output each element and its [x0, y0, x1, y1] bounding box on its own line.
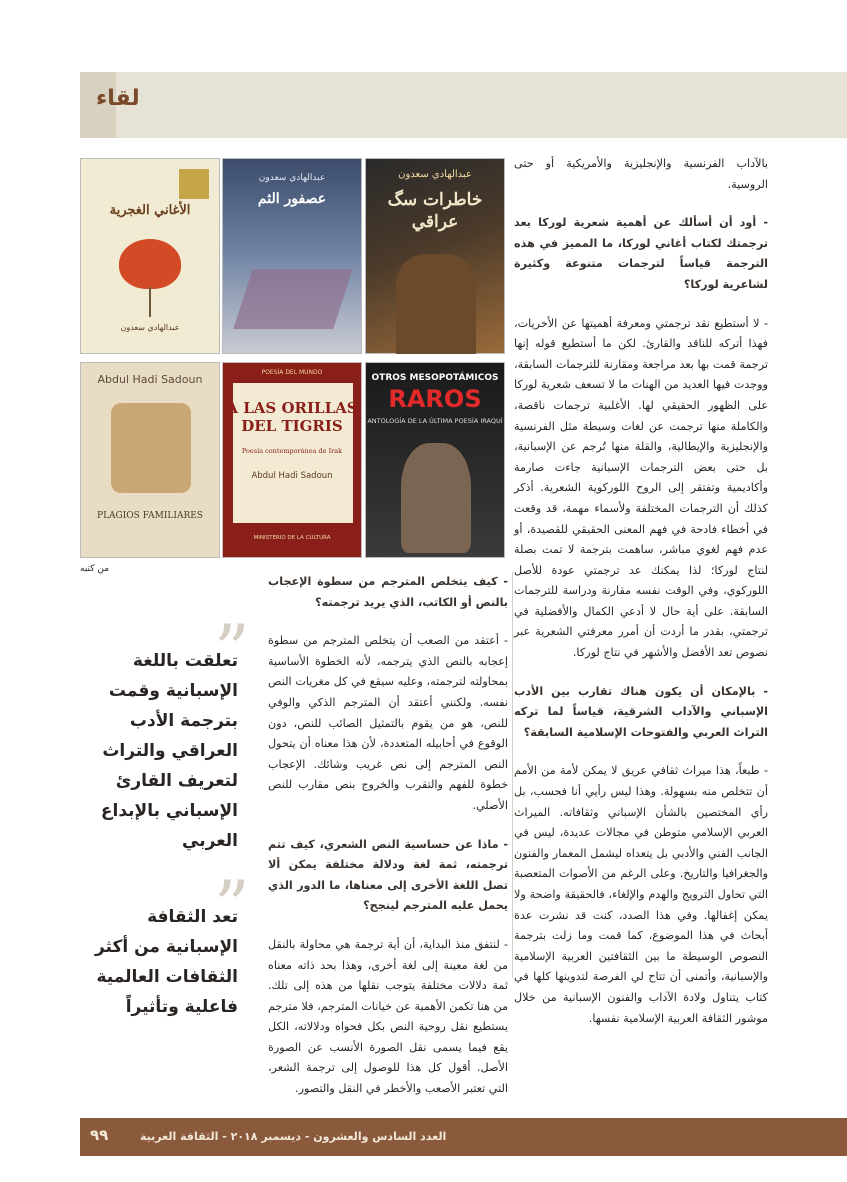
- painting-illustration: [233, 269, 352, 329]
- book-title: الأغاني الغجرية: [109, 203, 191, 218]
- interview-question: - كيف يتخلص المترجم من سطوة الإعجاب بالنص أو الكاتب، الذي يريد ترجمته؟: [268, 575, 508, 609]
- image-caption: من كتبه: [80, 564, 110, 574]
- paragraph: بالآداب الفرنسية والإنجليزية والأمريكية أو حتى الروسية.: [514, 157, 768, 191]
- book-subtitle: ANTOLOGÍA DE LA ÚLTIMA POESÍA IRAQUÍ: [367, 417, 503, 425]
- series-tag: [179, 169, 209, 199]
- book-author: Abdul Hadi Sadoun: [97, 373, 203, 386]
- paragraph: - أعتقد من الصعب أن يتخلص المترجم من سطوة إعجابه بالنص الذي يترجمه، لأنه الخطوة الأساسية بمحاولته لترجمته، وعليه سيقع في كل مغريات النص نفسه. ولكنني أعتقد أن المترجم الذكي والوفي للنص، هو من يقوم بالتمثيل الصائب للنص، دون الوقوع في أحابيله المتعددة، لأن هذا معناه أن يتحول النص المترجم إلى نص غريب وشائك. الإعجاب خطوة للفهم والتقرب والخروج بنص مقارب للنص الأصلي.: [268, 634, 508, 812]
- book-author: عبدالهادي سعدون: [120, 323, 180, 332]
- article-column-middle: [268, 572, 508, 1096]
- interview-question: - بالإمكان أن يكون هناك تقارب بين الأدب الإسباني والآداب الشرقية، قياساً لما تركه التراث العربي والفتوحات الإسلامية السابقة؟: [514, 684, 768, 739]
- abstract-art-illustration: [111, 403, 191, 493]
- section-title: لقاء: [96, 86, 140, 111]
- paragraph: - لا أستطيع نقد ترجمتي ومعرفة أهميتها عن الأخريات، فهذا أتركه للناقد والقارئ. لكن ما أستطيع قوله إنها ترجمة قمت بها بعد مراجعة ومقارنة للترجمات السابقة، ووجدت فيها العديد من الهنات ما لا تسعف شعرية لوركا على الظهور الحقيقي لها. الأغلبية ترجمات ناقصة، والكاملة منها ترجمت عن لغات وسيطة مثل الفرنسية والإنجليزية والإيطالية، والقلة منها تُرجم عن الإسبانية، بل حتى بعض الترجمات الإسبانية جاءت صارمة وأكاديمية وتفتقر إلى الروح اللوركوية الشعرية. أذكر كذلك أن الترجمات المختلفة ولأسماء مهمة، قد وقعت في أخطاء فادحة في فهم المعنى الحقيقي للقصيدة، أو عدم فهم لغوي مباشر، ساهمت بترجمة لا تمت بصلة لنتاج لوركا؛ لذا يمكنك عد ترجمتي عودة للأصل اللوركوي، وفي الوقت نفسه مقارنة ودراسة للترجمات السابقة. على أية حال لا أدعي الكمال والأفضلية في ترجمتي، بقدر ما أردت أن أمرر معرفتي الشعرية عبر نصوص تعد الأفضل والأشهر في نتاج لوركا.: [514, 316, 768, 660]
- quote-mark-icon: ”: [214, 610, 250, 692]
- quote-mark-icon: ”: [214, 866, 250, 948]
- pull-quote-1: تعلقت باللغة الإسبانية وقمت بترجمة الأدب العراقي والتراث لتعريف القارئ الإسباني بالإبداع العربي: [100, 651, 238, 851]
- book-title-top: OTROS MESOPOTÁMICOS: [371, 373, 499, 383]
- page-number: ٩٩: [90, 1126, 109, 1144]
- book-cover-raros: [365, 362, 505, 558]
- book-series-header: POESÍA DEL MUNDO: [261, 369, 323, 376]
- book-author: عبدالهادي سعدون: [258, 173, 326, 183]
- flower-illustration: [119, 239, 181, 289]
- book-subtitle: Poesía contemporánea de Irak: [241, 447, 343, 455]
- book-covers-grid: [80, 158, 512, 560]
- book-title: PLAGIOS FAMILIARES: [97, 511, 203, 521]
- book-title: عصفور الثم: [257, 191, 327, 207]
- paragraph: - طبعاً، هذا ميراث ثقافي عريق لا يمكن لأمة من الأمم أن تتخلص منه بسهولة. وهذا ليس رأيي أنا فحسب، بل رأي المختصين بالشأن الإسباني وثقافاته. الميراث العربي الإسلامي متوطن في مجالات عديدة، ليس في الجانب الفني والأدبي بل يتعداه ليشمل المعمار والفنون والجغرافيا والتاريخ. وعلى الرغم من الأصوات المتعصبة التي تحاول الترويج والهدم والإلغاء، فالحقيقة واضحة ولا يمكن إغفالها. وفي هذا الصدد، كنت قد نشرت عدة أبحاث في هذا الموضوع، كما قمت وما زلت بترجمة النصوص الوسيطة ما بين الثقافتين العربية الإسلامية والإسبانية، وأتمنى أن تتاح لي الفرصة لتدوينها كلها في كتاب يتناول ولادة الآداب والفنون الإسبانية من خلال موشور الثقافة العربية الإسلامية نفسها.: [514, 764, 768, 1025]
- flower-stem-illustration: [149, 287, 151, 317]
- interview-question: - أود أن أسألك عن أهمية شعرية لوركا بعد ترجمتك لكتاب أغاني لوركا، ما المميز في هذه الترجمة قياساً لترجمات متنوعة وكثيرة لشاعرية لوركا؟: [514, 216, 768, 291]
- book-cover-khatirat: [365, 158, 505, 354]
- book-title-main: RAROS: [388, 385, 482, 413]
- book-cover-aghani: [80, 158, 220, 354]
- footer-issue-info: العدد السادس والعشرون - ديسمبر ٢٠١٨ - الثقافة العربية: [140, 1130, 447, 1143]
- book-author: عبدالهادي سعدون: [398, 169, 472, 180]
- paragraph: - لنتفق منذ البداية، أن أية ترجمة هي محاولة بالنقل من لغة معينة إلى لغة أخرى، وهذا بحد ذاته معناه ثمة دلالات مختلفة يتوجب نقلها من هذه إلى تلك. من هنا تكمن الأهمية عن خيانات المترجم، فلا مترجم يستطيع نقل روحية النص بكل فحواه ودلالاته، الكل يقع فيما يسمى نقل الصورة الأنسب عن الصورة الأصل. أقول كل هذا للوصول إلى ترجمة الشعر، التي تعتبر الأصعب والأخطر في النقل والتصور.: [268, 937, 508, 1096]
- book-cover-asfour: [222, 158, 362, 354]
- face-photo-illustration: [401, 443, 471, 553]
- dog-figure-illustration: [396, 254, 476, 354]
- book-publisher: MINISTERIO DE LA CULTURA: [253, 535, 331, 541]
- book-author: Abdul Hadi Sadoun: [251, 471, 333, 481]
- book-cover-tigris: [222, 362, 362, 558]
- book-cover-plagios: [80, 362, 220, 558]
- book-title: خاطرات سگ عراقي: [387, 190, 483, 232]
- header-band: [80, 72, 847, 138]
- book-title: A LAS ORILLAS DEL TIGRIS: [226, 399, 358, 435]
- column-divider: [512, 572, 513, 978]
- article-column-right: [514, 154, 768, 1025]
- pull-quote-2: تعد الثقافة الإسبانية من أكثر الثقافات العالمية فاعلية وتأثيراً: [94, 907, 238, 1017]
- interview-question: - ماذا عن حساسية النص الشعري، كيف تتم ترجمته، ثمة لغة ودلالة مختلفة يمكن ألا تصل اللغة الأخرى إلى معناها، ما الدور الذي يحمل عليه المترجم لينجح؟: [268, 837, 508, 913]
